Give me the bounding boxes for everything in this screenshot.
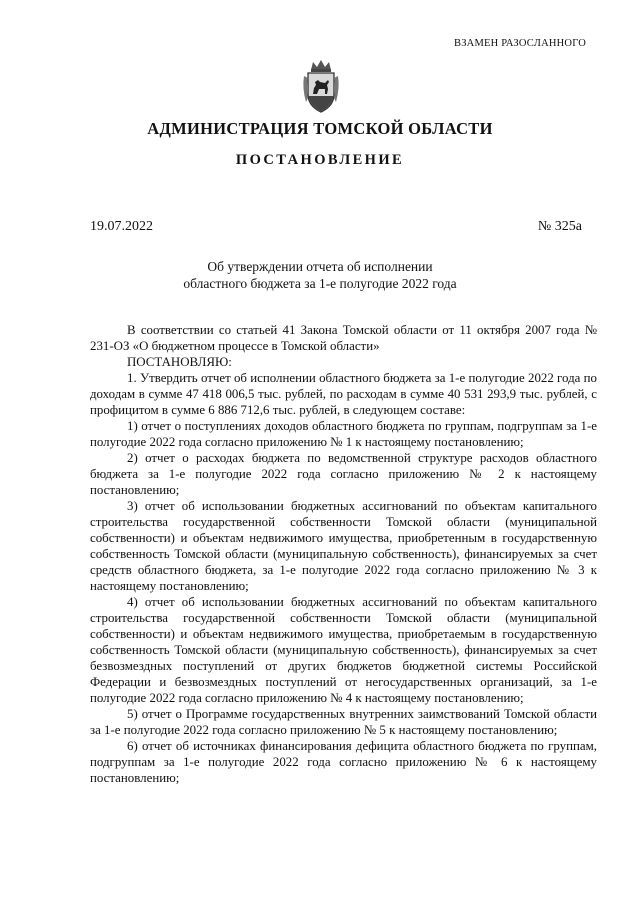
document-number: № 325а [537, 219, 582, 234]
subject-line: областного бюджета за 1-е полугодие 2022 года [183, 276, 457, 291]
document-date: 19.07.2022 [90, 219, 153, 234]
replacement-stamp: ВЗАМЕН РАЗОСЛАННОГО [454, 38, 586, 49]
subclause-4: 4) отчет об использовании бюджетных ассигнований по объектам капитального строительства государственной собственности Томской области (муниципальной собственности) и объектам недвижимого имущества, приобретаемым в государственную собственность Томской области (муниципальную собственность), финансируемых за счет безвозмездных поступлений от других бюджетов бюджетной системы Российской Федерации и безвозмездных поступлений от негосударственных организаций, за 1-е полугодие 2022 года согласно приложению № 4 к настоящему постановлению; [90, 595, 597, 705]
subclause-3: 3) отчет об использовании бюджетных ассигнований по объектам капитального строительства государственной собственности Томской области (муниципальной собственности) и объектам недвижимого имущества, приобретенным в государственную собственность Томской области (муниципальную собственность), финансируемых за счет средств областного бюджета, за 1-е полугодие 2022 года согласно приложению № 3 к настоящему постановлению; [90, 499, 597, 593]
resolution-keyword: ПОСТАНОВЛЯЮ: [127, 355, 232, 369]
document-subject [0, 258, 640, 292]
document-body [90, 322, 597, 786]
subclause-2: 2) отчет о расходах бюджета по ведомственной структуре расходов областного бюджета за 1-е полугодие 2022 года согласно приложению № 2 к настоящему постановлению; [90, 451, 597, 497]
subclause-1: 1) отчет о поступлениях доходов областного бюджета по группам, подгруппам за 1-е полугодие 2022 года согласно приложению № 1 к настоящему постановлению; [90, 419, 597, 449]
subject-line: Об утверждении отчета об исполнении [207, 259, 433, 274]
tomsk-coat-of-arms-icon [301, 58, 341, 116]
organization-title: АДМИНИСТРАЦИЯ ТОМСКОЙ ОБЛАСТИ [147, 119, 493, 138]
clause-1: 1. Утвердить отчет об исполнении областного бюджета за 1-е полугодие 2022 года по доходам в сумме 47 418 006,5 тыс. рублей, по расходам в сумме 40 531 293,9 тыс. рублей, с профицитом в сумме 6 886 712,6 тыс. рублей, в следующем составе: [90, 371, 597, 417]
document-type: ПОСТАНОВЛЕНИЕ [235, 152, 405, 168]
subclause-6: 6) отчет об источниках финансирования дефицита областного бюджета по группам, подгруппам за 1-е полугодие 2022 года согласно приложению № 6 к настоящему постановлению; [90, 739, 597, 785]
preamble-paragraph: В соответствии со статьей 41 Закона Томской области от 11 октября 2007 года № 231-ОЗ «О бюджетном процессе в Томской области» [90, 323, 597, 353]
subclause-5: 5) отчет о Программе государственных внутренних заимствований Томской области за 1-е полугодие 2022 года согласно приложению № 5 к настоящему постановлению; [90, 707, 597, 737]
